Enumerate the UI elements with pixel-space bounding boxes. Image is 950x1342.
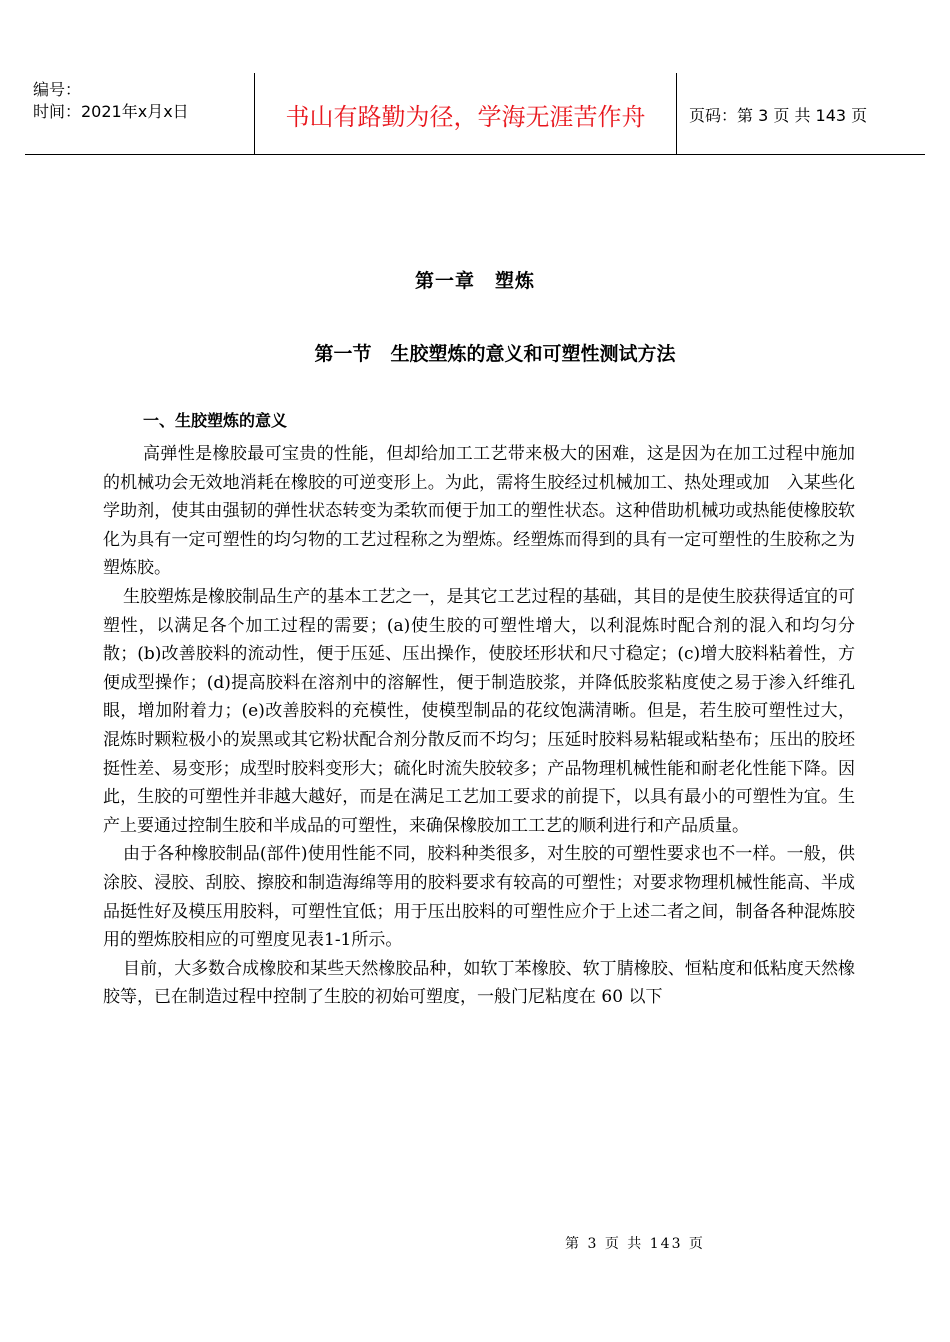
header-page-label: 页码：第 3 页 共 143 页 (689, 105, 868, 125)
page-header (25, 73, 925, 155)
paragraph: 生胶塑炼是橡胶制品生产的基本工艺之一，是其它工艺过程的基础，其目的是使生胶获得适宜的可塑性，以满足各个加工过程的需要；(a)使生胶的可塑性增大，以利混炼时配合剂的混入和均匀分散；(b)改善胶料的流动性，便于压延、压出操作，使胶坯形状和尺寸稳定；(c)增大胶料粘着性，方便成型操作；(d)提高胶料在溶剂中的溶解性，便于制造胶浆，并降低胶浆粘度使之易于渗入纤维孔眼，增加附着力；(e)改善胶料的充模性，使模型制品的花纹饱满清晰。但是，若生胶可塑性过大，混炼时颗粒极小的炭黑或其它粉状配合剂分散反而不均匀；压延时胶料易粘辊或粘垫布；压出的胶坯挺性差、易变形；成型时胶料变形大；硫化时流失胶较多；产品物理机械性能和耐老化性能下降。因此，生胶的可塑性并非越大越好，而是在满足工艺加工要求的前提下，以具有最小的可塑性为宜。生产上要通过控制生胶和半成品的可塑性，来确保橡胶加工工艺的顺利进行和产品质量。 (103, 586, 855, 836)
paragraph: 由于各种橡胶制品(部件)使用性能不同，胶料种类很多，对生胶的可塑性要求也不一样。一般，供涂胶、浸胶、刮胶、擦胶和制造海绵等用的胶料要求有较高的可塑性；对要求物理机械性能高、半成品挺性好及模压用胶料，可塑性宜低；用于压出胶料的可塑性应介于上述二者之间，制备各种混炼胶用的塑炼胶相应的可塑度见表1-1所示。 (103, 844, 855, 951)
section-title: 第一节 生胶塑炼的意义和可塑性测试方法 (314, 343, 676, 365)
document-body (103, 440, 855, 1012)
document-number-label: 编号： (33, 80, 82, 99)
header-motto: 书山有路勤为径，学海无涯苦作舟 (254, 73, 677, 155)
document-time-label: 时间：2021年x月x日 (33, 102, 189, 121)
page-footer: 第 3 页 共 143 页 (565, 1236, 705, 1252)
subsection-title: 一、生胶塑炼的意义 (143, 411, 288, 430)
paragraph: 高弹性是橡胶最可宝贵的性能，但却给加工工艺带来极大的困难，这是因为在加工过程中施加的机械功会无效地消耗在橡胶的可逆变形上。为此，需将生胶经过机械加工、热处理或加 入某些化学助剂，使其由强韧的弹性状态转变为柔软而便于加工的塑性状态。这种借助机械功或热能使橡胶软化为具有一定可塑性的均匀物的工艺过程称之为塑炼。经塑炼而得到的具有一定可塑性的生胶称之为塑炼胶。 (103, 444, 855, 579)
header-meta (25, 73, 254, 155)
chapter-title: 第一章 塑炼 (414, 270, 535, 292)
paragraph: 目前，大多数合成橡胶和某些天然橡胶品种，如软丁苯橡胶、软丁腈橡胶、恒粘度和低粘度天然橡胶等，已在制造过程中控制了生胶的初始可塑度，一般门尼粘度在 60 以下 (103, 958, 855, 1008)
